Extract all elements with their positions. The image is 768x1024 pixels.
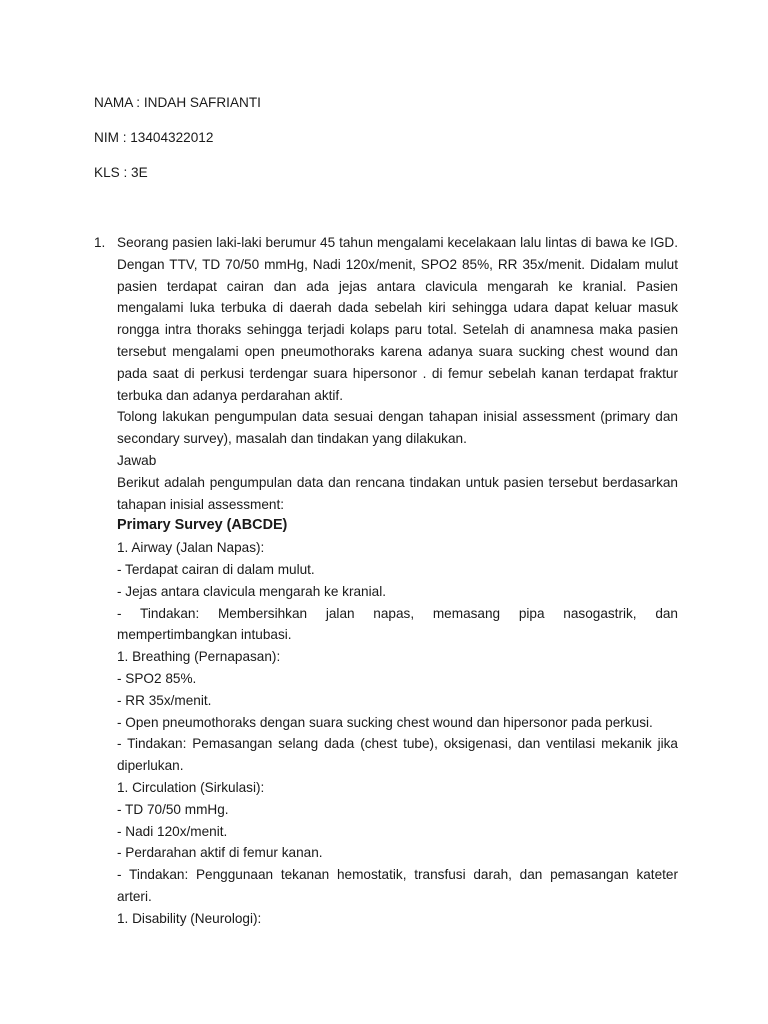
circulation-title: 1. Circulation (Sirkulasi):: [117, 779, 265, 795]
question-list: [94, 232, 678, 930]
question-number: 1.: [94, 235, 106, 250]
primary-survey-heading: Primary Survey (ABCDE): [117, 517, 288, 534]
circulation-point: - TD 70/50 mmHg.: [117, 801, 229, 817]
disability-title: 1. Disability (Neurologi):: [117, 910, 262, 926]
question-body: [117, 232, 678, 930]
airway-point: - Terdapat cairan di dalam mulut.: [117, 561, 315, 577]
breathing-point: - Open pneumothoraks dengan suara sucking chest wound dan hipersonor pada perkusi.: [117, 714, 653, 730]
answer-label: Jawab: [117, 452, 157, 468]
student-nim: NIM : 13404322012: [94, 130, 214, 145]
case-text: Seorang pasien laki-laki berumur 45 tahun mengalami kecelakaan lalu lintas di bawa ke IGD. Dengan TTV, TD 70/50 mmHg, Nadi 120x/menit, SPO2 85%, RR 35x/menit. Didalam mulut pasien terdapat cairan dan ada jejas antara clavicula mengarah ke kranial. Pasien mengalami luka terbuka di daerah dada sebelah kiri sehingga udara dapat keluar masuk rongga intra thoraks sehingga terjadi kolaps paru total. Setelah di anamnesa maka pasien tersebut mengalami open pneumothoraks karena adanya suara sucking chest wound dan pada saat di perkusi terdengar suara hipersonor . di femur sebelah kanan terdapat fraktur terbuka dan adanya perdarahan aktif.: [117, 235, 678, 403]
answer-intro: Berikut adalah pengumpulan data dan rencana tindakan untuk pasien tersebut berdasarkan tahapan inisial assessment:: [117, 474, 678, 512]
instruction-text: Tolong lakukan pengumpulan data sesuai dengan tahapan inisial assessment (primary dan secondary survey), masalah dan tindakan yang dilakukan.: [117, 409, 678, 447]
airway-point: - Jejas antara clavicula mengarah ke kranial.: [117, 583, 386, 599]
student-name: NAMA : INDAH SAFRIANTI: [94, 95, 261, 110]
breathing-point: - RR 35x/menit.: [117, 692, 212, 708]
airway-action: - Tindakan: Membersihkan jalan napas, memasang pipa nasogastrik, dan mempertimbangkan intubasi.: [117, 605, 678, 643]
breathing-action: - Tindakan: Pemasangan selang dada (chest tube), oksigenasi, dan ventilasi mekanik jika diperlukan.: [117, 736, 678, 774]
circulation-point: - Perdarahan aktif di femur kanan.: [117, 845, 323, 861]
breathing-title: 1. Breathing (Pernapasan):: [117, 649, 281, 665]
breathing-point: - SPO2 85%.: [117, 670, 197, 686]
student-class: KLS : 3E: [94, 165, 148, 180]
airway-title: 1. Airway (Jalan Napas):: [117, 540, 265, 556]
circulation-point: - Nadi 120x/menit.: [117, 823, 228, 839]
circulation-action: - Tindakan: Penggunaan tekanan hemostatik, transfusi darah, dan pemasangan kateter arteri.: [117, 867, 678, 904]
